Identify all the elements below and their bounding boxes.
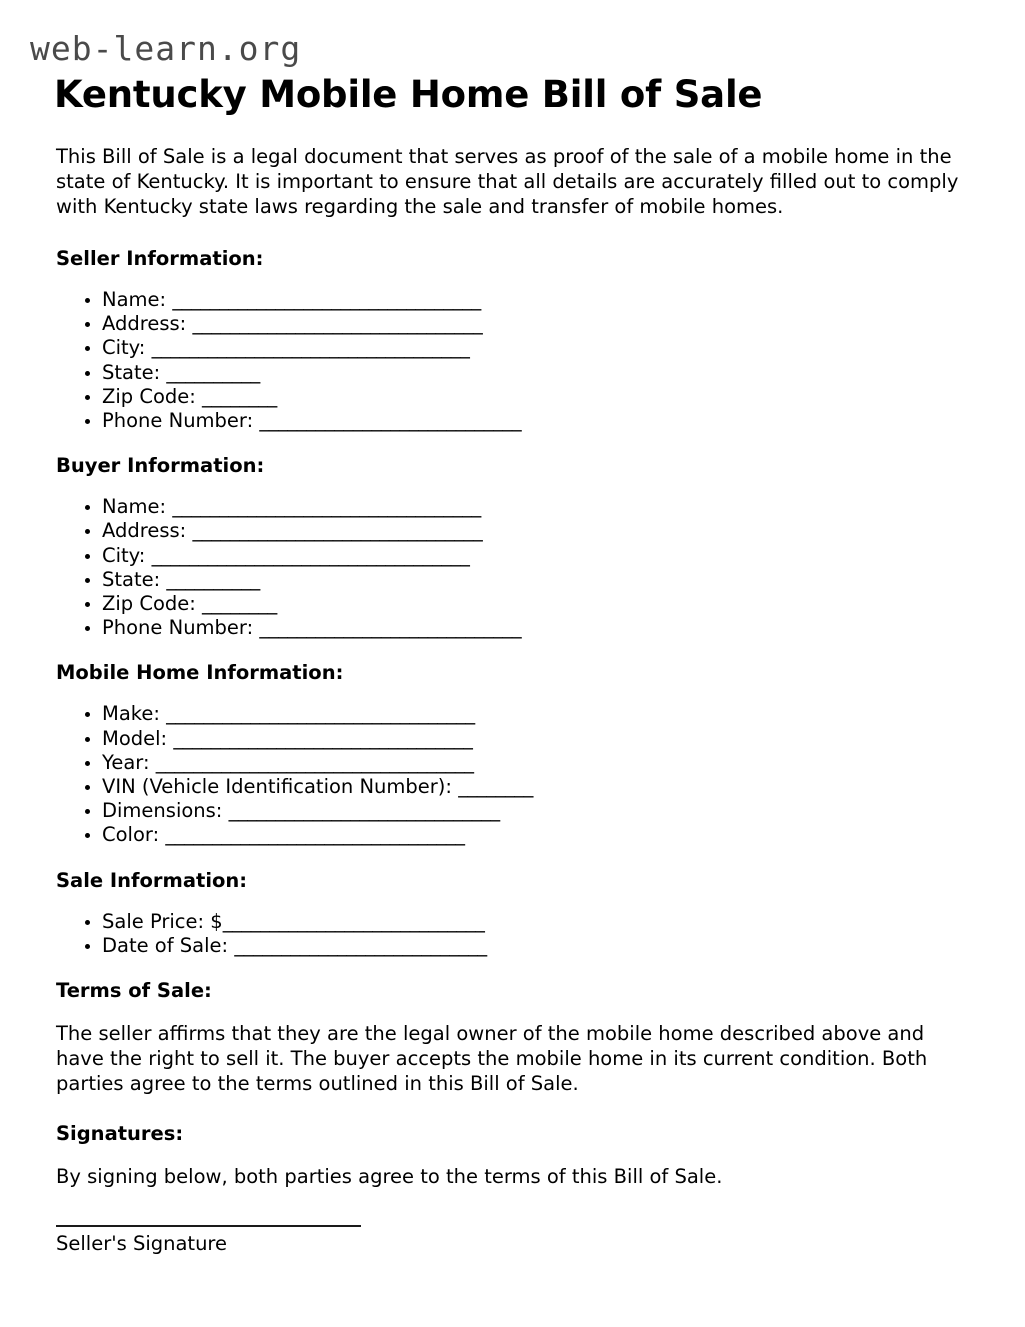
site-watermark: web-learn.org [30,29,302,68]
field-label: Address: [102,312,193,336]
spacer [56,433,964,453]
field-label: Phone Number: [102,409,260,433]
spacer [56,1003,964,1021]
field-blank[interactable]: ___________________________ [234,933,487,957]
field-blank[interactable]: __________________________________ [151,336,470,360]
field-row [102,385,964,409]
document-body [56,144,964,1256]
heading-mobile-home-information: Mobile Home Information: [56,661,344,685]
terms-paragraph: The seller affirms that they are the legal owner of the mobile home described above and have the right to sell it. The buyer accepts the mobile home in its current condition. Both parties agree to the terms outlined in this Bill of Sale. [56,1022,928,1096]
heading-buyer-information: Buyer Information: [56,454,265,478]
field-label: State: [102,360,167,384]
field-blank[interactable]: ________ [202,592,277,616]
field-label: Zip Code: [102,592,203,616]
field-row [102,409,964,433]
field-row [102,775,964,799]
field-label: VIN (Vehicle Identification Number): [102,775,459,799]
field-blank[interactable]: __________________________________ [151,543,470,567]
field-blank[interactable]: _______________________________ [192,519,483,543]
heading-sale-information: Sale Information: [56,868,248,892]
field-blank[interactable]: ____________________________ [259,409,522,433]
field-label: Model: [102,726,174,750]
field-label: State: [102,567,167,591]
field-row [102,312,964,336]
field-label: City: [102,336,152,360]
page-title: Kentucky Mobile Home Bill of Sale [54,73,763,116]
seller-field-list [56,288,964,433]
spacer [56,271,964,288]
spacer [56,640,964,660]
field-row [102,361,964,385]
field-row [102,751,964,775]
field-label: Address: [102,519,193,543]
field-blank[interactable]: _________________________________ [172,288,481,311]
spacer [56,1096,964,1121]
field-blank[interactable]: __________ [166,360,260,384]
field-blank[interactable]: ________ [202,384,277,408]
field-row [102,288,964,312]
spacer [56,1146,964,1164]
sale-field-list [56,910,964,958]
field-label: Date of Sale: [102,933,235,957]
field-blank[interactable]: __________ [166,567,260,591]
spacer [56,685,964,702]
field-row [102,799,964,823]
buyer-field-list [56,495,964,640]
field-blank[interactable]: _________________________________ [166,702,475,726]
field-label: Make: [102,702,167,726]
seller-signature-block [56,1225,964,1256]
field-blank[interactable]: ____________________________ [259,616,522,640]
field-blank[interactable]: ________________________________ [165,823,465,847]
spacer [56,893,964,910]
field-blank[interactable]: _________________________________ [172,495,481,519]
field-label: Name: [102,495,173,519]
spacer [56,958,964,978]
field-blank[interactable]: _______________________________ [192,312,483,336]
field-label: Phone Number: [102,616,260,640]
field-row [102,823,964,847]
field-row [102,592,964,616]
field-blank[interactable]: _____________________________ [228,799,500,823]
seller-signature-label: Seller's Signature [56,1232,228,1256]
spacer [56,478,964,495]
field-label: City: [102,543,152,567]
heading-seller-information: Seller Information: [56,247,264,270]
field-label: Color: [102,823,166,847]
field-row [102,934,964,958]
field-row [102,568,964,592]
heading-terms-of-sale: Terms of Sale: [56,979,212,1003]
field-label: Year: [102,750,156,774]
field-row [102,544,964,568]
field-blank[interactable]: ________ [458,775,533,799]
field-row [102,616,964,640]
field-blank[interactable]: ________________________________ [173,726,473,750]
field-row [102,727,964,751]
field-row [102,702,964,726]
field-label: Name: [102,288,173,311]
field-row [102,495,964,519]
field-blank[interactable]: ____________________________ [222,909,485,933]
signatures-paragraph: By signing below, both parties agree to the terms of this Bill of Sale. [56,1165,723,1189]
spacer [56,219,964,246]
field-row [102,519,964,543]
field-row [102,910,964,934]
field-label: Sale Price: $ [102,909,223,933]
field-label: Dimensions: [102,799,229,823]
heading-signatures: Signatures: [56,1122,184,1146]
seller-signature-line[interactable] [56,1225,361,1227]
intro-paragraph: This Bill of Sale is a legal document that serves as proof of the sale of a mobile home in the state of Kentucky. It is important to ensure that all details are accurately filled out to comply with Kentucky state laws regarding the sale and transfer of mobile homes. [56,145,959,218]
field-row [102,336,964,360]
spacer [56,848,964,868]
field-blank[interactable]: __________________________________ [155,750,474,774]
field-label: Zip Code: [102,384,203,408]
mobile-home-field-list [56,702,964,847]
